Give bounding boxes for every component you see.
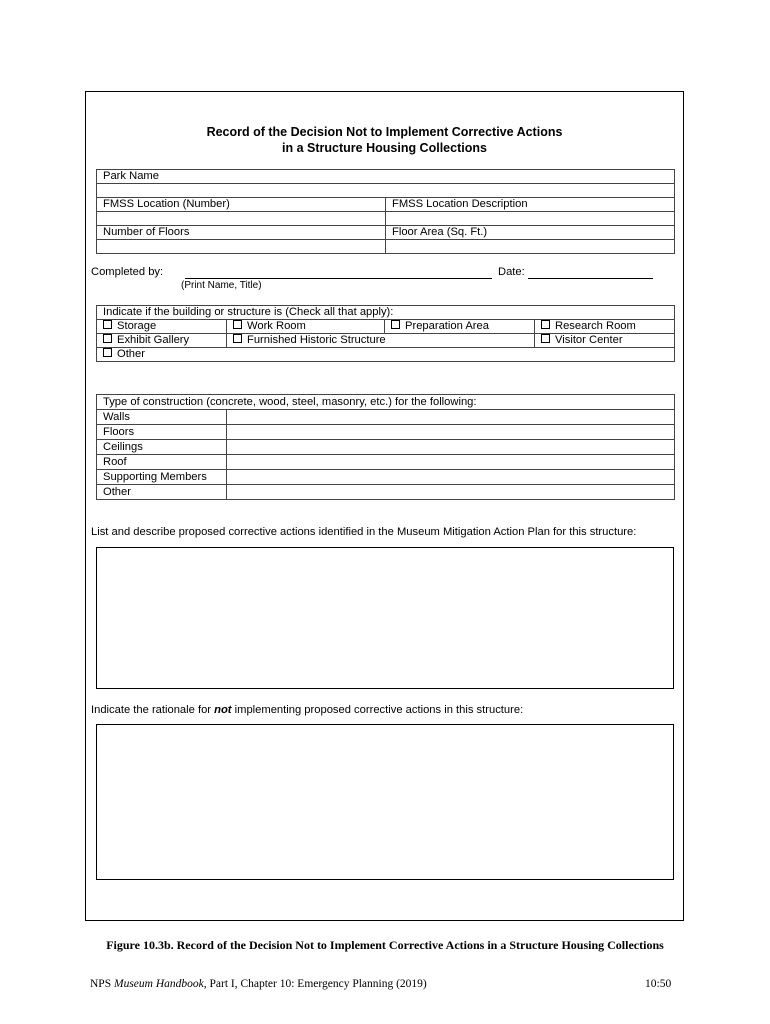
date-field[interactable] (528, 278, 653, 279)
construction-row-label: Walls (97, 410, 227, 425)
park-name-label: Park Name (97, 170, 675, 184)
option-storage[interactable]: Storage (97, 320, 227, 334)
park-name-field[interactable] (97, 184, 675, 198)
corrective-actions-textarea[interactable] (96, 547, 674, 689)
fmss-location-description-field[interactable] (386, 212, 675, 226)
page-number: 10:50 (645, 978, 672, 990)
fmss-location-number-field[interactable] (97, 212, 386, 226)
corrective-actions-prompt: List and describe proposed corrective actions identified in the Museum Mitigation Action Plan for this structure: (91, 526, 637, 538)
construction-row-label: Floors (97, 425, 227, 440)
print-name-hint: (Print Name, Title) (181, 280, 262, 291)
fmss-location-number-label: FMSS Location (Number) (97, 198, 386, 212)
fmss-location-description-label: FMSS Location Description (386, 198, 675, 212)
form-title-line2: in a Structure Housing Collections (282, 141, 487, 155)
rationale-textarea[interactable] (96, 724, 674, 880)
option-furnished-historic-structure[interactable]: Furnished Historic Structure (227, 334, 535, 348)
completed-by-label: Completed by: (91, 266, 164, 278)
checkbox-icon[interactable] (103, 348, 112, 357)
option-work-room[interactable]: Work Room (227, 320, 385, 334)
building-use-table (96, 305, 675, 362)
park-name-row (97, 170, 675, 184)
checkbox-icon[interactable] (233, 320, 242, 329)
floor-area-field[interactable] (386, 240, 675, 254)
footer-citation: NPS Museum Handbook, Part I, Chapter 10: Emergency Planning (2019) (90, 978, 427, 990)
checkbox-icon[interactable] (391, 320, 400, 329)
construction-prompt: Type of construction (concrete, wood, steel, masonry, etc.) for the following: (97, 395, 675, 410)
checkbox-icon[interactable] (541, 334, 550, 343)
option-exhibit-gallery[interactable]: Exhibit Gallery (97, 334, 227, 348)
construction-table (96, 394, 675, 500)
form-title-line1: Record of the Decision Not to Implement Corrective Actions (206, 125, 563, 139)
rationale-prompt: Indicate the rationale for not implementing proposed corrective actions in this structure: (91, 704, 524, 716)
building-use-prompt: Indicate if the building or structure is (Check all that apply): (97, 306, 675, 320)
construction-other-field[interactable] (227, 485, 675, 500)
emphasis-not: not (214, 704, 232, 716)
option-research-room[interactable]: Research Room (535, 320, 675, 334)
number-of-floors-field[interactable] (97, 240, 386, 254)
construction-row-label: Supporting Members (97, 470, 227, 485)
construction-supporting-members-field[interactable] (227, 470, 675, 485)
checkbox-icon[interactable] (233, 334, 242, 343)
floor-area-label: Floor Area (Sq. Ft.) (386, 226, 675, 240)
structure-info-table (96, 169, 675, 254)
number-of-floors-label: Number of Floors (97, 226, 386, 240)
construction-walls-field[interactable] (227, 410, 675, 425)
completed-by-field[interactable] (185, 278, 492, 279)
figure-caption: Figure 10.3b. Record of the Decision Not to Implement Corrective Actions in a Structure Housing Collections (106, 938, 664, 952)
construction-floors-field[interactable] (227, 425, 675, 440)
construction-row-label: Ceilings (97, 440, 227, 455)
date-label: Date: (498, 266, 525, 278)
option-visitor-center[interactable]: Visitor Center (535, 334, 675, 348)
construction-row-label: Roof (97, 455, 227, 470)
option-preparation-area[interactable]: Preparation Area (385, 320, 535, 334)
construction-roof-field[interactable] (227, 455, 675, 470)
construction-row-label: Other (97, 485, 227, 500)
checkbox-icon[interactable] (103, 320, 112, 329)
construction-ceilings-field[interactable] (227, 440, 675, 455)
checkbox-icon[interactable] (541, 320, 550, 329)
option-other[interactable]: Other (97, 348, 675, 362)
checkbox-icon[interactable] (103, 334, 112, 343)
